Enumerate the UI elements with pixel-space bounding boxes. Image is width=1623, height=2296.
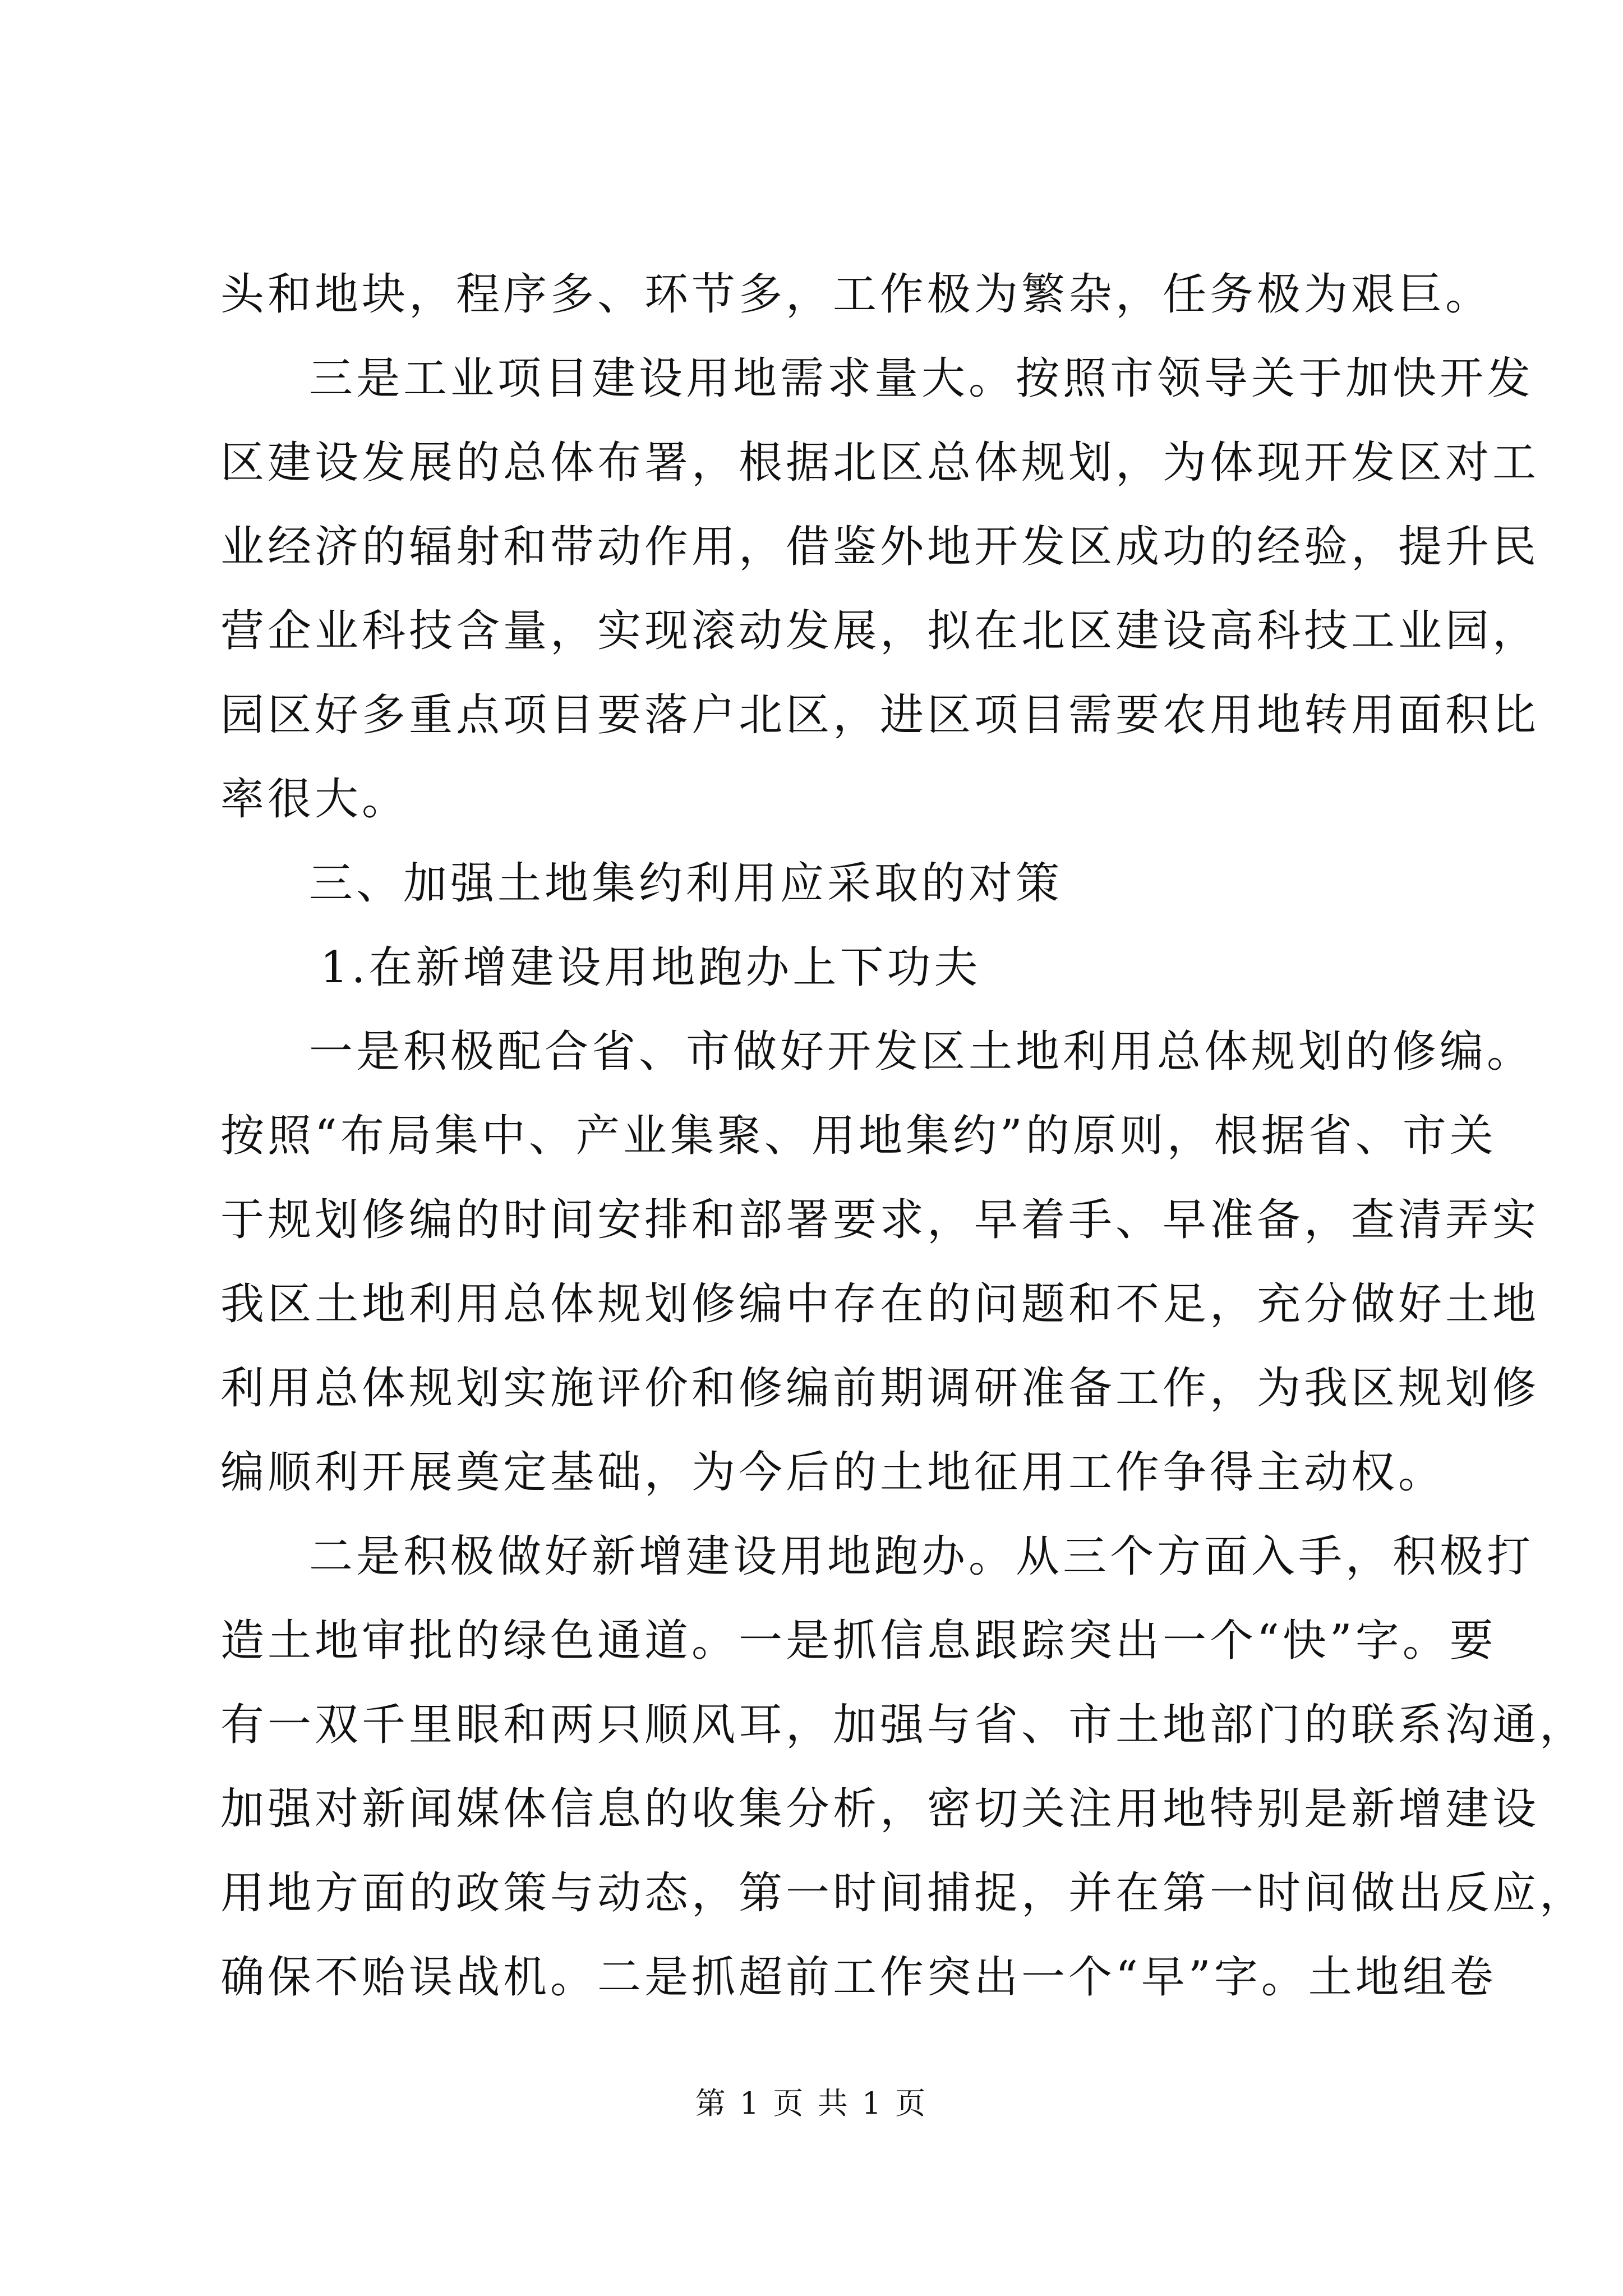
text-line: 有一双千里眼和两只顺风耳，加强与省、市土地部门的联系沟通， <box>220 1700 1587 1750</box>
section-heading: 三、加强土地集约利用应采取的对策 <box>309 858 1063 909</box>
paragraph-start-line: 二是积极做好新增建设用地跑办。从三个方面入手，积极打 <box>309 1531 1534 1582</box>
text-line: 用地方面的政策与动态，第一时间捕捉，并在第一时间做出反应， <box>220 1868 1587 1918</box>
text-line: 我区土地利用总体规划修编中存在的问题和不足，充分做好土地 <box>220 1279 1540 1329</box>
text-line: 加强对新闻媒体信息的收集分析，密切关注用地特别是新增建设 <box>220 1784 1540 1834</box>
text-line: 于规划修编的时间安排和部署要求，早着手、早准备，查清弄实 <box>220 1195 1540 1245</box>
text-line: 确保不贻误战机。二是抓超前工作突出一个“早”字。土地组卷 <box>220 1952 1497 2003</box>
subsection-heading: 1.在新增建设用地跑办上下功夫 <box>320 942 981 993</box>
paragraph-start-line: 三是工业项目建设用地需求量大。按照市领导关于加快开发 <box>309 353 1534 404</box>
text-line: 营企业科技含量，实现滚动发展，拟在北区建设高科技工业园， <box>220 606 1540 656</box>
text-line: 园区好多重点项目要落户北区，进区项目需要农用地转用面积比 <box>220 690 1540 740</box>
text-line: 区建设发展的总体布署，根据北区总体规划，为体现开发区对工 <box>220 438 1540 488</box>
document-body <box>220 252 1587 2019</box>
text-line: 率很大。 <box>220 774 409 825</box>
text-line: 按照“布局集中、产业集聚、用地集约”的原则，根据省、市关 <box>220 1111 1497 1161</box>
page-footer <box>0 2084 1623 2123</box>
text-line: 业经济的辐射和带动作用，借鉴外地开发区成功的经验，提升民 <box>220 522 1540 572</box>
page-number: 第 1 页 共 1 页 <box>695 2086 928 2121</box>
text-line: 利用总体规划实施评价和修编前期调研准备工作，为我区规划修 <box>220 1363 1540 1414</box>
text-line: 编顺利开展奠定基础，为今后的土地征用工作争得主动权。 <box>220 1447 1446 1498</box>
paragraph-start-line: 一是积极配合省、市做好开发区土地利用总体规划的修编。 <box>309 1027 1534 1077</box>
text-line: 头和地块，程序多、环节多，工作极为繁杂，任务极为艰巨。 <box>220 269 1493 320</box>
text-line: 造土地审批的绿色通道。一是抓信息跟踪突出一个“快”字。要 <box>220 1616 1497 1666</box>
